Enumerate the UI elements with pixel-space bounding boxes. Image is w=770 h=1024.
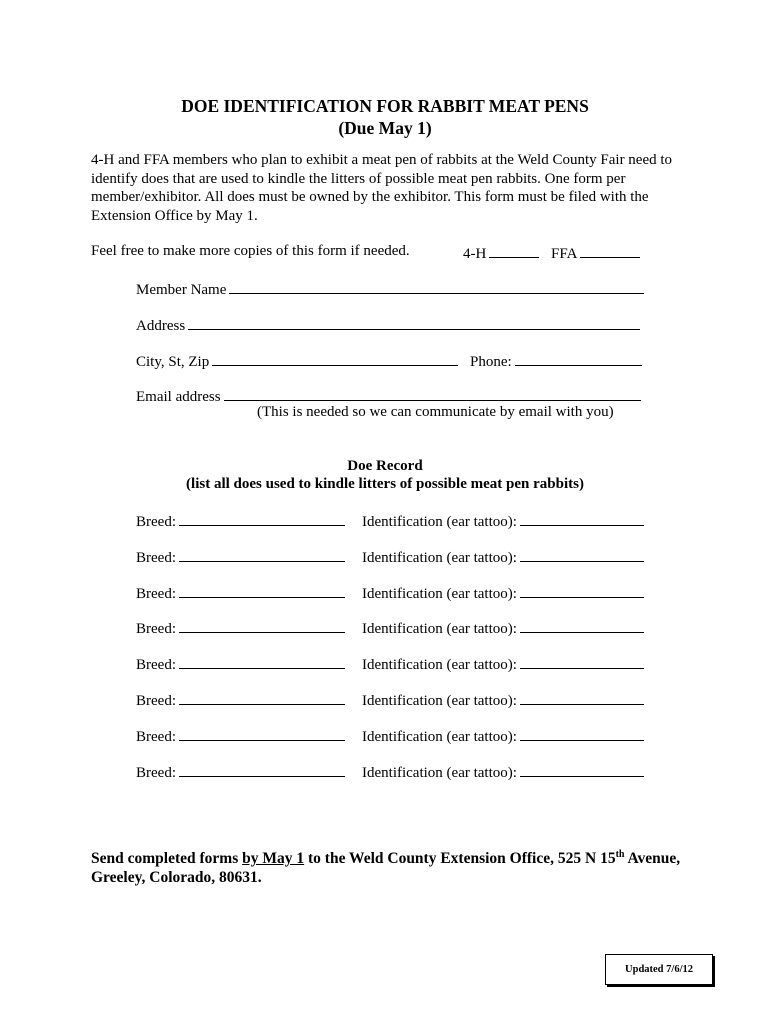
breed-blank[interactable] xyxy=(179,511,345,526)
breed-field[interactable] xyxy=(136,583,345,603)
breed-field[interactable] xyxy=(136,726,345,746)
ear-tattoo-label: Identification (ear tattoo): xyxy=(362,621,517,637)
club-ffa-label: FFA xyxy=(551,246,578,262)
intro-line: 4-H and FFA members who plan to exhibit a meat pen of rabbits at the Weld County Fair need to xyxy=(91,152,673,168)
club-4h-label: 4-H xyxy=(463,246,487,262)
updated-stamp xyxy=(605,954,713,985)
ear-tattoo-field[interactable] xyxy=(362,690,644,710)
member-name-blank[interactable] xyxy=(229,279,644,294)
ear-tattoo-blank[interactable] xyxy=(520,511,644,526)
city-st-zip-label: City, St, Zip xyxy=(136,354,210,370)
email-label: Email address xyxy=(136,389,221,405)
copies-note: Feel free to make more copies of this form if needed. xyxy=(91,243,410,259)
breed-blank[interactable] xyxy=(179,762,345,777)
breed-label: Breed: xyxy=(136,657,176,673)
club-ffa-blank[interactable] xyxy=(580,243,640,258)
footer-superscript: th xyxy=(615,849,625,860)
intro-line: member/exhibitor. All does must be owned by the exhibitor. This form must be filed with the xyxy=(91,189,649,205)
breed-blank[interactable] xyxy=(179,654,345,669)
ear-tattoo-blank[interactable] xyxy=(520,690,644,705)
phone-blank[interactable] xyxy=(515,351,642,366)
city-st-zip-field[interactable] xyxy=(136,351,458,371)
breed-field[interactable] xyxy=(136,547,345,567)
footer-text: Avenue, xyxy=(624,850,681,868)
email-blank[interactable] xyxy=(224,386,641,401)
ear-tattoo-field[interactable] xyxy=(362,762,644,782)
ear-tattoo-blank[interactable] xyxy=(520,583,644,598)
city-st-zip-blank[interactable] xyxy=(212,351,458,366)
form-due-date: (Due May 1) xyxy=(338,118,432,138)
breed-label: Breed: xyxy=(136,729,176,745)
footer-address: Greeley, Colorado, 80631. xyxy=(91,869,262,886)
email-field[interactable] xyxy=(136,386,641,406)
ear-tattoo-label: Identification (ear tattoo): xyxy=(362,693,517,709)
ear-tattoo-label: Identification (ear tattoo): xyxy=(362,514,517,530)
ear-tattoo-blank[interactable] xyxy=(520,654,644,669)
ear-tattoo-field[interactable] xyxy=(362,511,644,531)
ear-tattoo-blank[interactable] xyxy=(520,547,644,562)
footer-text: Send completed forms xyxy=(91,850,243,868)
email-note: (This is needed so we can communicate by email with you) xyxy=(257,404,614,420)
ear-tattoo-label: Identification (ear tattoo): xyxy=(362,550,517,566)
ear-tattoo-blank[interactable] xyxy=(520,618,644,633)
breed-blank[interactable] xyxy=(179,547,345,562)
ear-tattoo-field[interactable] xyxy=(362,618,644,638)
breed-field[interactable] xyxy=(136,762,345,782)
breed-label: Breed: xyxy=(136,765,176,781)
ear-tattoo-label: Identification (ear tattoo): xyxy=(362,729,517,745)
intro-line: Extension Office by May 1. xyxy=(91,207,258,224)
intro-paragraph xyxy=(91,151,691,225)
intro-line: identify does that are used to kindle the litters of possible meat pen rabbits. One form per xyxy=(91,170,626,187)
breed-blank[interactable] xyxy=(179,618,345,633)
phone-label: Phone: xyxy=(470,354,512,370)
ear-tattoo-label: Identification (ear tattoo): xyxy=(362,657,517,673)
breed-field[interactable] xyxy=(136,511,345,531)
footer-text: to the Weld County Extension Office, 525 N 15 xyxy=(304,850,616,868)
ear-tattoo-blank[interactable] xyxy=(520,762,644,777)
ear-tattoo-blank[interactable] xyxy=(520,726,644,741)
club-4h-blank[interactable] xyxy=(489,243,539,258)
doe-record-subheading: (list all does used to kindle litters of possible meat pen rabbits) xyxy=(186,476,584,492)
phone-field[interactable] xyxy=(470,351,642,371)
breed-field[interactable] xyxy=(136,654,345,674)
footer-deadline: by May 1 xyxy=(242,850,305,868)
breed-blank[interactable] xyxy=(179,583,345,598)
address-label: Address xyxy=(136,318,186,334)
ear-tattoo-label: Identification (ear tattoo): xyxy=(362,586,517,602)
member-name-label: Member Name xyxy=(136,282,227,298)
breed-field[interactable] xyxy=(136,618,345,638)
breed-label: Breed: xyxy=(136,586,176,602)
breed-label: Breed: xyxy=(136,550,176,566)
address-field[interactable] xyxy=(136,315,640,335)
breed-label: Breed: xyxy=(136,621,176,637)
updated-text: Updated 7/6/12 xyxy=(625,964,693,975)
footer-instructions xyxy=(91,849,680,868)
form-title: DOE IDENTIFICATION FOR RABBIT MEAT PENS xyxy=(181,96,589,116)
breed-field[interactable] xyxy=(136,690,345,710)
ear-tattoo-label: Identification (ear tattoo): xyxy=(362,765,517,781)
breed-blank[interactable] xyxy=(179,690,345,705)
doe-record-heading: Doe Record xyxy=(347,458,423,474)
address-blank[interactable] xyxy=(188,315,640,330)
breed-label: Breed: xyxy=(136,693,176,709)
ear-tattoo-field[interactable] xyxy=(362,726,644,746)
club-ffa-option[interactable] xyxy=(551,243,640,263)
ear-tattoo-field[interactable] xyxy=(362,583,644,603)
ear-tattoo-field[interactable] xyxy=(362,654,644,674)
breed-label: Breed: xyxy=(136,514,176,530)
breed-blank[interactable] xyxy=(179,726,345,741)
member-name-field[interactable] xyxy=(136,279,644,299)
ear-tattoo-field[interactable] xyxy=(362,547,644,567)
club-4h-option[interactable] xyxy=(463,243,539,263)
